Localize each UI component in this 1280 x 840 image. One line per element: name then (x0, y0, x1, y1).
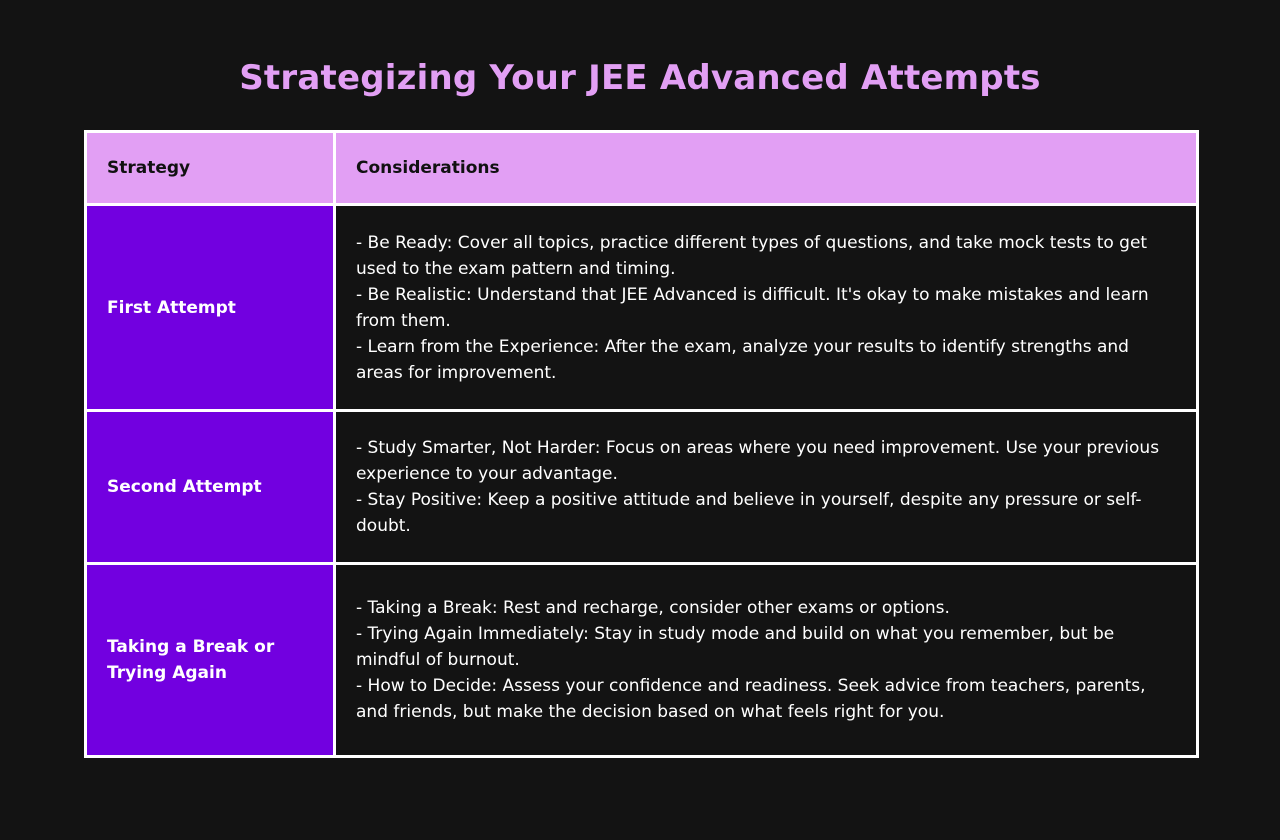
consideration-item: - Taking a Break: Rest and recharge, consider other exams or options. (356, 598, 950, 618)
consideration-item: - Be Ready: Cover all topics, practice different types of questions, and take mock tests to get used to the exam pattern and timing. (356, 232, 1148, 279)
strategy-cell: Taking a Break or Trying Again (86, 564, 335, 757)
considerations-cell (335, 205, 1198, 411)
strategy-table (84, 130, 1199, 758)
page-title: Strategizing Your JEE Advanced Attempts (239, 58, 1041, 98)
considerations-cell (335, 564, 1198, 757)
table-row (86, 411, 1198, 564)
consideration-item: - Learn from the Experience: After the exam, analyze your results to identify strengths and areas for improvement. (356, 336, 1129, 383)
consideration-item: - How to Decide: Assess your confidence and readiness. Seek advice from teachers, parents, and friends, but make the decision based on what feels right for you. (356, 676, 1146, 722)
consideration-item: - Be Realistic: Understand that JEE Advanced is difficult. It's okay to make mistakes and learn from them. (356, 284, 1149, 331)
header-strategy: Strategy (86, 132, 335, 205)
considerations-cell (335, 411, 1198, 564)
table-row (86, 564, 1198, 757)
header-considerations: Considerations (335, 132, 1198, 205)
table-row (86, 205, 1198, 411)
table-header-row (86, 132, 1198, 205)
strategy-cell: Second Attempt (86, 411, 335, 564)
consideration-item: - Trying Again Immediately: Stay in study mode and build on what you remember, but be mindful of burnout. (356, 624, 1115, 670)
consideration-item: - Study Smarter, Not Harder: Focus on areas where you need improvement. Use your previous experience to your advantage. (356, 438, 1160, 484)
strategy-cell: First Attempt (86, 205, 335, 411)
consideration-item: - Stay Positive: Keep a positive attitude and believe in yourself, despite any pressure or self-doubt. (356, 490, 1142, 536)
